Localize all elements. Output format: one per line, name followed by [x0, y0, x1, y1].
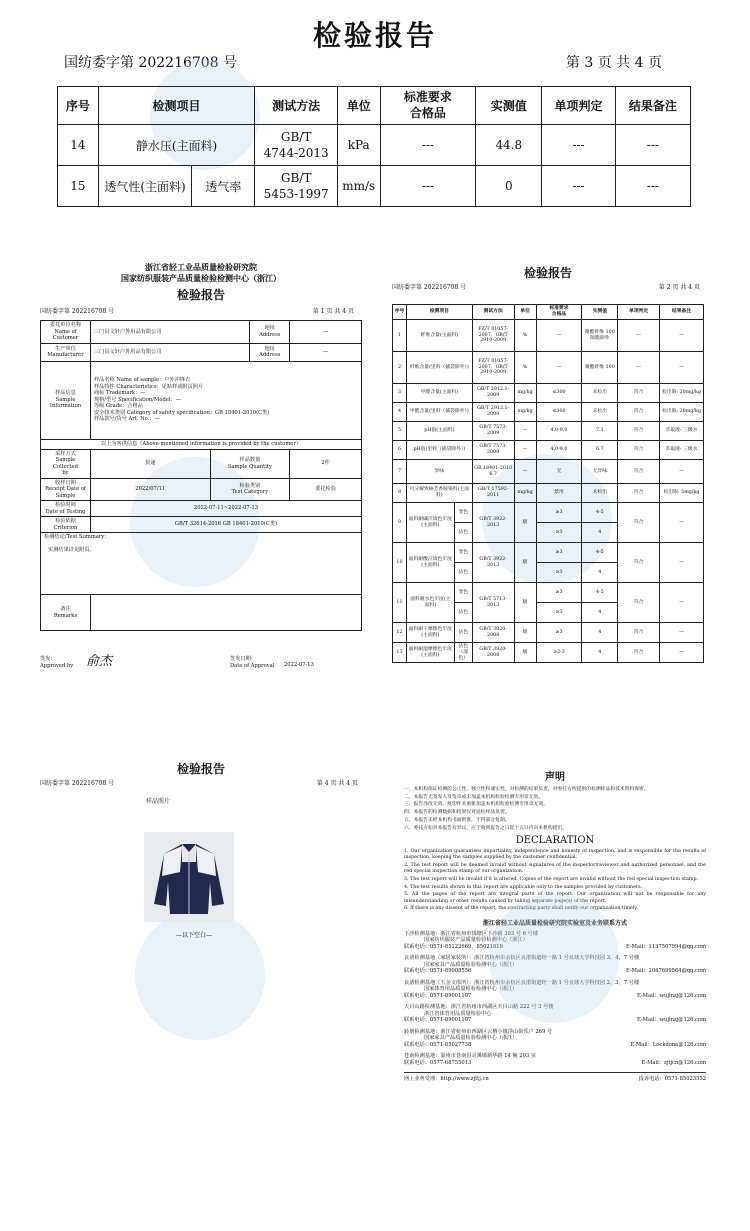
col-header-note: 结果备注 — [660, 305, 704, 320]
col-header-method: 测试方法 — [472, 305, 514, 320]
institute-name: 浙江省轻工业品质量检验研究院 — [145, 262, 257, 272]
table-row: 4 甲醛含量(里料（插袋除外）) GB/T 2912.1-2009 mg/kg ≤300 未检出 符合 检出限: 20mg/kg — [393, 403, 704, 422]
page-indicator: 第 4 页 共 4 页 — [316, 780, 358, 787]
table-row: 5 pH值(主面料) GB/T 7573-2009 — 4.0-9.0 7.1 符合 萃取液: 三级水 — [393, 422, 704, 441]
label-sample-info: 样品信息 Sample Information — [41, 361, 91, 439]
statement-line: 四、本报告的检测数据和结果仅对送检样品负责。 — [404, 810, 510, 816]
col-header-item: 检测项目 — [98, 87, 255, 125]
report-page-1 — [40, 262, 362, 684]
report-number: 国纺委字第 202216708 号 — [392, 284, 467, 291]
table-row: 11 面料耐水色牢度(主面料) 变色 GB/T 5713-2013 级 ≥3 4-5 符合 — — [393, 583, 704, 603]
contact-block: 苍南检测基地：温州市苍南县灵溪镇新华路 14 幢 203 室 联系电话：0577-68755013 E-Mail：zjtjcn@126.com — [404, 1053, 706, 1066]
table-row: 沾色 ≥3 4 — [393, 563, 704, 583]
cell-value: 44.8 — [476, 125, 542, 166]
contact-block: 天目山路检测基地：浙江省杭州市西湖区天目山路 222 号 3 号楼 浙江省体育用品质量检验中心 联系电话：0571-89001107 E-Mail：wujinzj@126.com — [404, 1004, 706, 1024]
label-customer: 委托单位名称 Name of Customer — [41, 321, 91, 344]
label-remarks: 备注 Remarks — [41, 595, 91, 631]
declaration-line: 4. The test results shown in this report are applicable only to the samples provided by customers. — [404, 884, 643, 890]
table-row: 12 面料耐干摩擦色牢度(主面料) 沾色 GB/T 3920-2008 级 ≥3 4 符合 — — [393, 623, 704, 643]
report-page-4 — [40, 760, 362, 1190]
col-header-value: 实测值 — [582, 305, 618, 320]
page-title: 检验报告 — [176, 288, 225, 302]
col-header-judgement: 单项判定 — [618, 305, 660, 320]
table-row: 9 面料耐碱汗渍色牢度(主面料) 变色 GB/T 3922-2013 级 ≥3 4-5 符合 — — [393, 503, 704, 523]
statement-title: 声明 — [545, 772, 565, 783]
contact-block: 良渚检测基地（五金文体所）：浙江省杭州市余杭区良渚街道经一路 1 号良球大学科技园 2、3、7 号楼 国家体育用品质量检验检测中心（浙江） 联系电话：0571-89001107 E-Mail：wujinzj@126.com — [404, 979, 706, 999]
contact-block: 转塘检测基地：浙江省杭州市西湖区云栖小镇浮山街乐户 269 号 国家家具产品质量检验检测中心（浙江） 联系电话：0571-85027738 E-Mail：Lockdone@126.com — [404, 1028, 706, 1048]
declaration-line: 6. If there is any dissent of the report, the contracting party shall notify our organization timely. — [404, 906, 639, 912]
value-criterion: GB/T 32614-2016 GB 18401-2010(C类) — [90, 517, 361, 533]
page-title: 检验报告 — [523, 266, 572, 280]
cell-no: 14 — [58, 125, 99, 166]
cell-judgement: --- — [542, 125, 615, 166]
label-quantity: 样品数量 Sample Quantity — [210, 449, 290, 478]
report-number: 国纺委字第 202216708 号 — [40, 780, 115, 787]
cell-item: 静水压(主面料) — [98, 125, 255, 166]
declaration-page — [404, 768, 706, 1208]
declaration-title: DECLARATION — [515, 834, 595, 846]
website-link[interactable]: 网上业务受理：http://www.zjttj.cn — [404, 1076, 489, 1083]
col-header-value: 实测值 — [476, 87, 542, 125]
value-manufacturer: 三门县文轩户外用品有限公司 — [90, 343, 249, 361]
value-customer: 三门县文轩户外用品有限公司 — [90, 321, 249, 344]
value-address: — — [290, 321, 362, 344]
results-table — [57, 86, 691, 207]
complaint-phone: 投诉电话：0571-85023552 — [638, 1076, 706, 1083]
value-quantity: 2件 — [290, 449, 362, 478]
photo-label: 样品照片 — [146, 798, 171, 805]
info-table — [40, 320, 362, 631]
label-testing-date: 检验时间 Date of Testing — [41, 501, 91, 517]
cell-unit: mm/s — [337, 166, 380, 207]
table-row — [58, 166, 691, 207]
cell-value: 0 — [476, 166, 542, 207]
cell-judgement: --- — [542, 166, 615, 207]
cell-item: 透气性(主面料) — [98, 166, 192, 207]
value-test-category: 委托检验 — [290, 478, 362, 501]
declaration-line: 1. Our organization guarantees impartiality, independence and honesty of inspection, and is responsible for the results of inspection, keeping the samples supplied by the customer confidential. — [404, 848, 706, 861]
cell-method: GB/T 4744-2013 — [255, 125, 337, 166]
report-number: 国纺委字第 202216708 号 — [40, 308, 115, 315]
value-sample-info: 样品名称 Name of sample：户外冲锋衣 样品特性 Characteristics：见贴样或附页照片 商标 Trademark：— 规格/型号 Specification/Model：— 等级 Grade：合格品 安全技术类别 Category of safety specification：GB 18401-2010(C类) 样品款号/货号 Art. No.：— — [90, 361, 361, 439]
table-row: 沾色 ≥3 4 — [393, 523, 704, 543]
declaration-line: 3. The test report will be invalid if it is altered. Copies of the report are invalid without the red special inspection stamp. — [404, 876, 699, 882]
page-indicator: 第 3 页 共 4 页 — [565, 55, 662, 71]
cell-standard: --- — [380, 166, 476, 207]
cell-subitem: 透气率 — [192, 166, 255, 207]
value-collected: 快递 — [90, 449, 210, 478]
jacket-image — [144, 832, 234, 922]
cell-note: --- — [615, 125, 690, 166]
page-title: 检验报告 — [176, 762, 225, 776]
cell-method: GB/T 5453-1997 — [255, 166, 337, 207]
test-summary: 检测结论/Test Summary： 实测结果详见附页。 — [41, 533, 362, 595]
label-address: 地址 Address — [250, 343, 290, 361]
label-manufacturer: 生产单位 Manufacturer — [41, 343, 91, 361]
table-row: 13 面料耐湿摩擦色牢度(主面料) 沾色（深色） GB/T 3920-2008 级 ≥2-3 4 符合 — — [393, 643, 704, 663]
results-table — [392, 304, 704, 663]
label-collected: 采样方式 Sample Collected by — [41, 449, 91, 478]
col-header-unit: 单位 — [337, 87, 380, 125]
label-receipt-date: 收样日期 Receipt Date of Sample — [41, 478, 91, 501]
cell-standard: --- — [380, 125, 476, 166]
cell-unit: kPa — [337, 125, 380, 166]
statement-line: 五、本报告未经本机构书面批准，不得部分复制。 — [404, 817, 510, 823]
col-header-method: 测试方法 — [255, 87, 337, 125]
value-testing-date: 2022-07-11~2022-07-13 — [90, 501, 361, 517]
report-page-2 — [392, 264, 704, 694]
approved-by-label: 签发： Approved by — [40, 656, 74, 669]
table-row: 沾色 ≥3 4 — [393, 603, 704, 623]
table-row: 2 纤维含量(里料（插袋除外）) FZ/T 01057-2007、GB/T 2910-2009 % — 聚酯纤维 100 — — — [393, 352, 704, 384]
report-number: 国纺委字第 202216708 号 — [64, 55, 238, 71]
col-header-standard: 标准要求 合格品 — [380, 87, 476, 125]
table-row: 10 面料耐酸汗渍色牢度(主面料) 变色 GB/T 3922-2013 级 ≥3 4-5 符合 — — [393, 543, 704, 563]
col-header-note: 结果备注 — [615, 87, 690, 125]
signature: 俞杰 — [86, 654, 113, 669]
table-row: 8 可分解致癌芳香胺染料(主面料) GB/T 17592-2011 mg/kg 禁用 未检出 符合 检出限: 5mg/kg — [393, 484, 704, 503]
declaration-line: 5. All the pages of the report are integral parts of the report. Our organization will not be responsible for any misunderstanding or other results caused by taking separate page(s) of the report. — [404, 892, 706, 904]
statement-line: 一、本机构保证检测的公正性、独立性和诚实性，对检测的结果负责，对委托方所提供的检测样品和技术资料保密。 — [404, 787, 649, 792]
table-row: 3 甲醛含量(主面料) GB/T 2912.1-2009 mg/kg ≤300 未检出 符合 检出限: 20mg/kg — [393, 384, 704, 403]
label-test-category: 检验类别 Test Category — [210, 478, 290, 501]
contact-title: 浙江省轻工业品质量检验研究院实验室及业务联系方式 — [482, 919, 627, 927]
value-receipt-date: 2022/07/11 — [90, 478, 210, 501]
statement-line: 二、本报告无签发人及签章或未加盖本机构检验检测专用章无效。 — [404, 794, 544, 800]
col-header-no: 序号 — [58, 87, 99, 125]
table-row — [58, 125, 691, 166]
provided-note: 以上为客供信息（Above-mentioned information is provided by the customer） — [41, 439, 362, 449]
sample-photo — [144, 832, 234, 922]
approval-date: 2022-07-13 — [284, 662, 314, 668]
page-indicator: 第 2 页 共 4 页 — [658, 284, 700, 291]
contact-block: 良渚检测基地（家居家装所）：浙江省杭州市余杭区良渚街道经一路 1 号良球大学科技园 3、4、7 号楼 国家家具产品质量检验检测中心（浙江） 联系电话：0571-89008556 E-Mail：2047699564@qq.com — [404, 955, 706, 975]
col-header-judgement: 单项判定 — [542, 87, 615, 125]
approval-date-label: 签发日期： Date of Approval — [230, 656, 275, 669]
table-row: 7 异味 GB 18401-2010 6.7 — 无 无异味 符合 — — [393, 460, 704, 484]
label-address: 地址 Address — [250, 321, 290, 344]
col-header-item: 检测项目 — [406, 305, 472, 320]
col-header-no: 序号 — [393, 305, 407, 320]
col-header-standard: 标准要求 合格品 — [536, 305, 582, 320]
value-address: — — [290, 343, 362, 361]
contact-block: 下沙检测基地：浙江省杭州市钱塘区下沙路 303 号 6 号楼 国家纺织服装产品质量检验检测中心（浙江） 联系电话：0571-85122669、85021819 E-Mail：1137507994@qq.com — [404, 930, 706, 950]
table-row: 6 pH值(里料（插袋除外）) GB/T 7573-2009 — 4.0-9.0 6.7 符合 萃取液: 三级水 — [393, 441, 704, 460]
statement-line: 三、报告涂改无效。复印件未重新加盖本机构检验检测专用章无效。 — [404, 802, 548, 808]
table-row: 1 纤维含量(主面料) FZ/T 01057-2007、GB/T 2910-2009 % — 聚酯纤维 100 障膜除外 — — — [393, 320, 704, 352]
blank-marker: —以下空白— — [176, 932, 213, 939]
center-name: 国家纺织服装产品质量检验检测中心（浙江） — [121, 273, 281, 283]
statement-line: 六、委托方如对本报告有异议，应于收到报告之日起十五日内向本机构提出。 — [404, 825, 568, 831]
page-indicator: 第 1 页 共 4 页 — [312, 308, 354, 315]
declaration-line: 2. The test report will be deemed invalid without signatures of the inspector/reviewer and authorized personnel, and the red special inspection stamp of our organization. — [404, 862, 706, 875]
report-title: 检验报告 — [312, 19, 437, 52]
label-criterion: 检验依据 Criterion — [41, 517, 91, 533]
col-header-unit: 单位 — [514, 305, 536, 320]
cell-note: --- — [615, 166, 690, 207]
cell-no: 15 — [58, 166, 99, 207]
